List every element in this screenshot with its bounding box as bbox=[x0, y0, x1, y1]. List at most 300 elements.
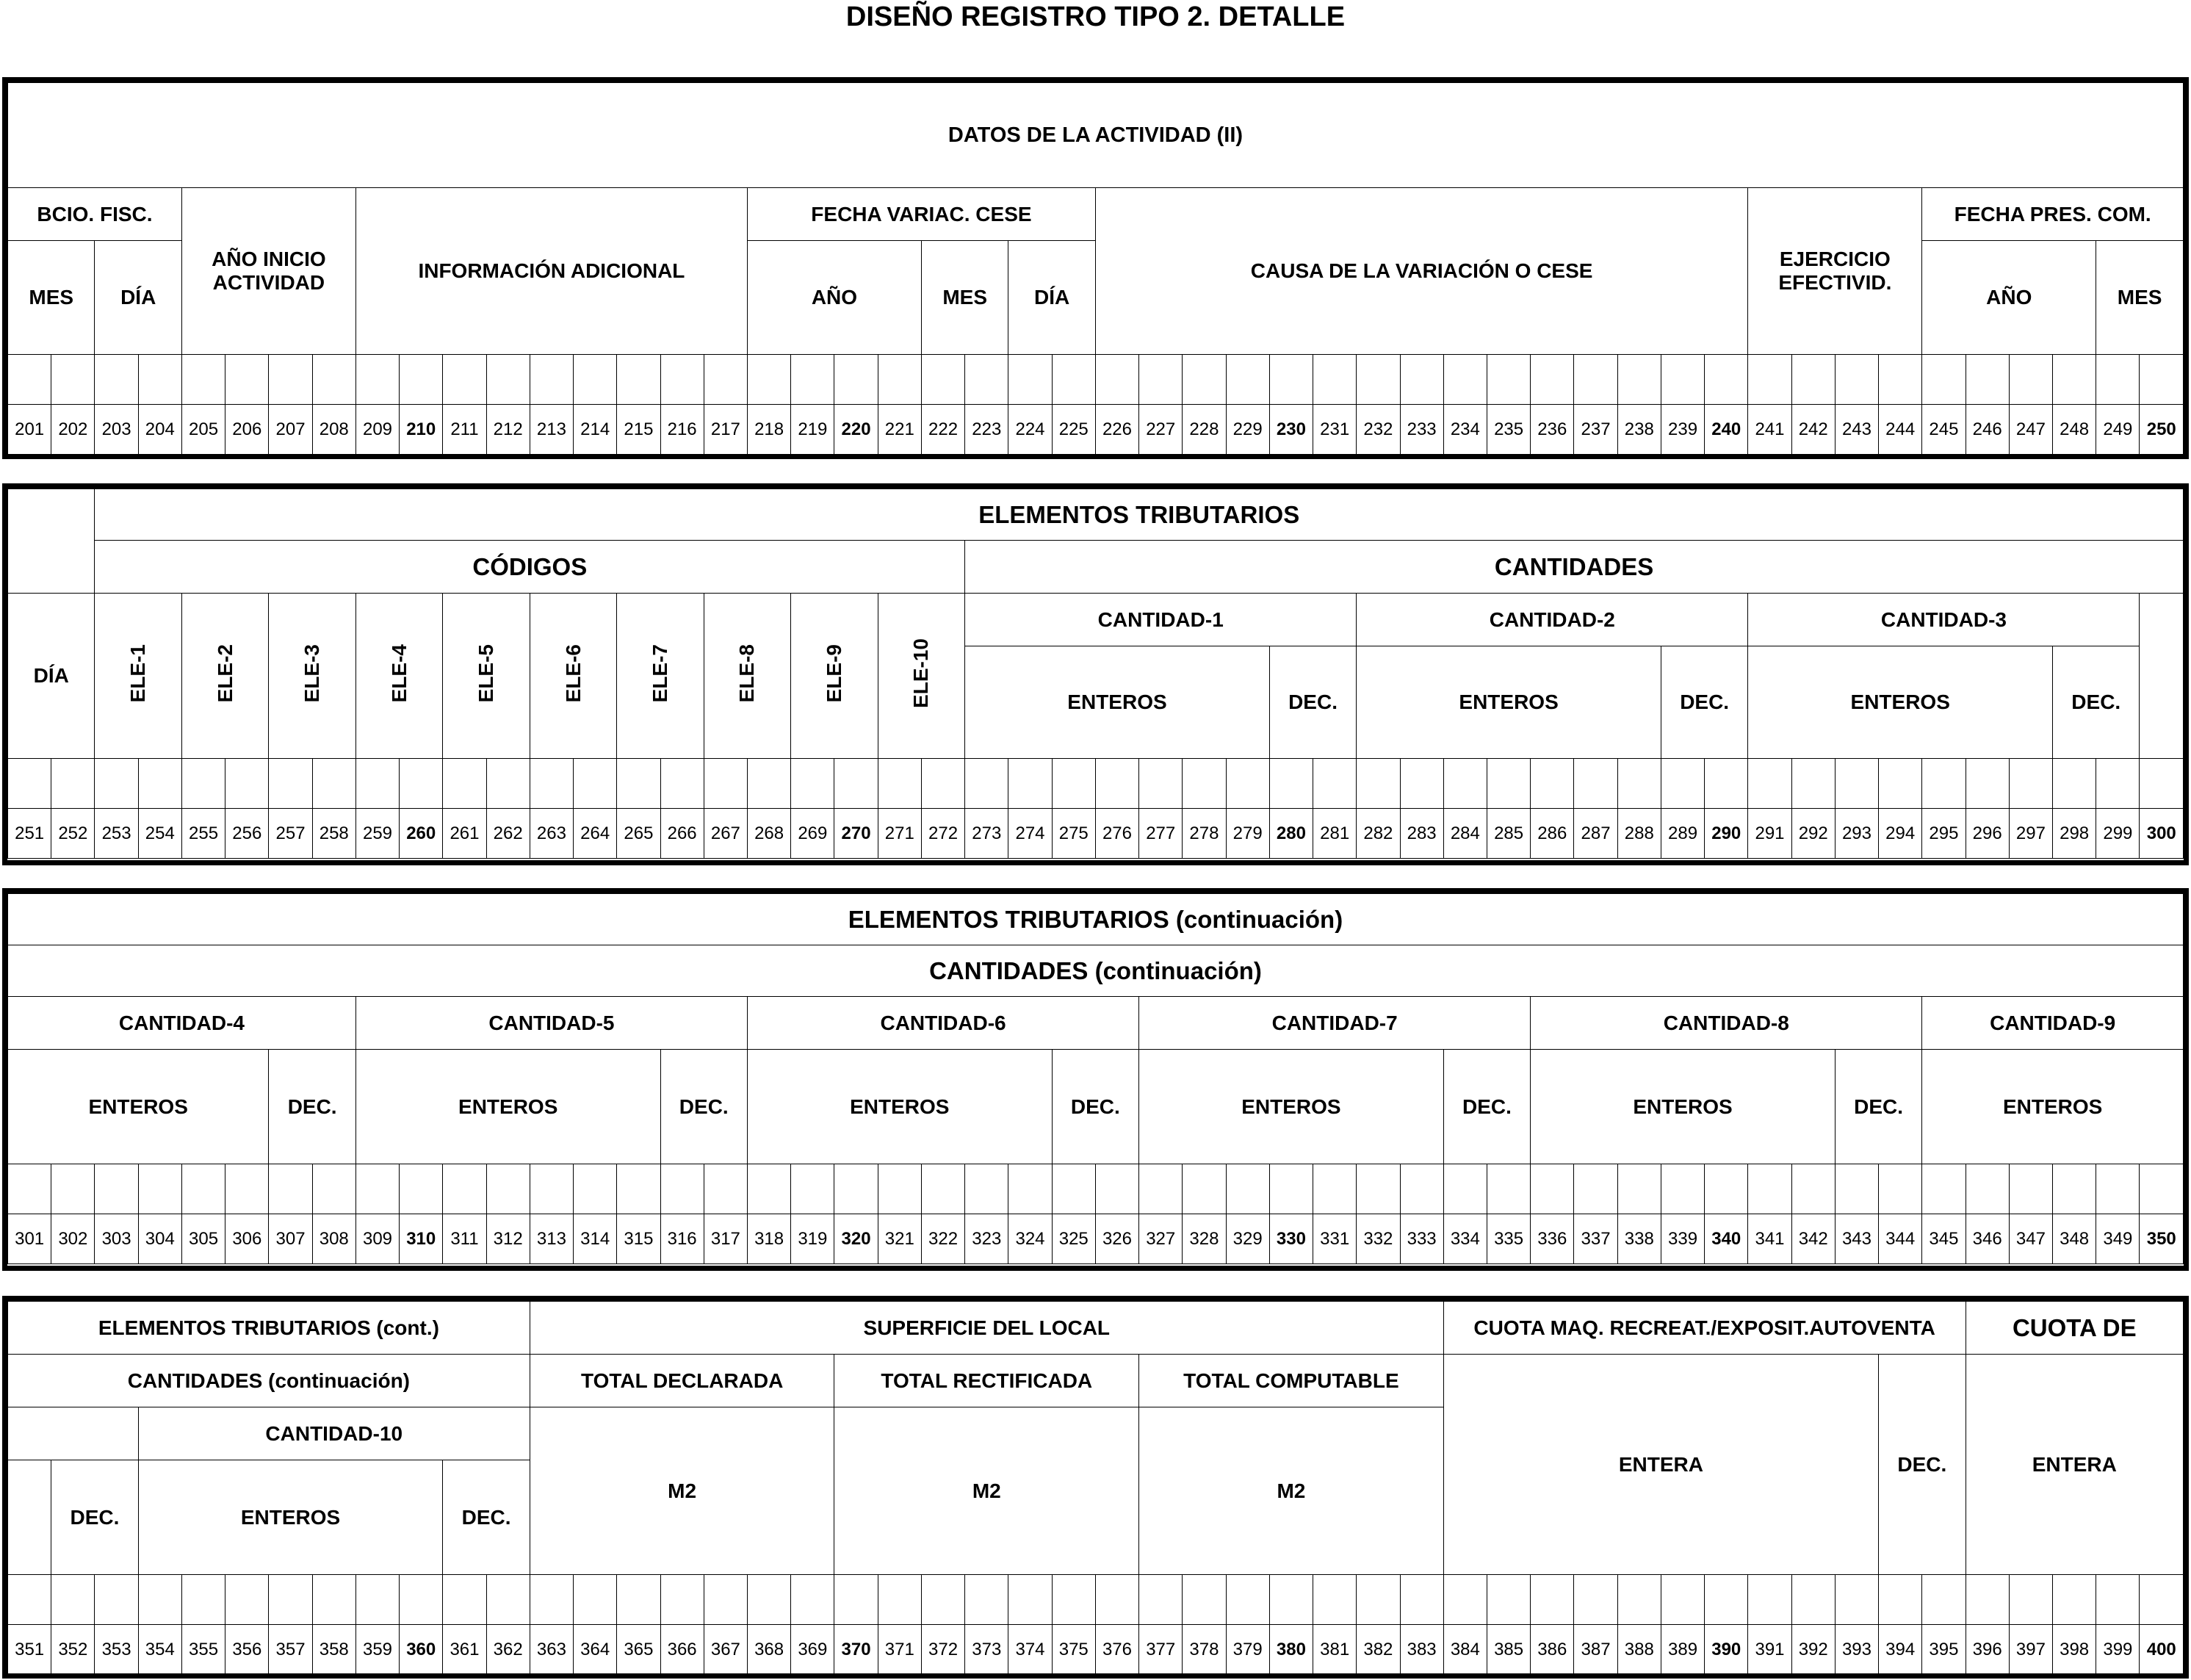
position-number: 388 bbox=[1617, 1625, 1661, 1675]
ele-5-header bbox=[443, 594, 530, 759]
position-number: 312 bbox=[486, 1214, 530, 1264]
position-number: 376 bbox=[1095, 1625, 1138, 1675]
table-datos-actividad bbox=[7, 82, 2184, 455]
position-number: 391 bbox=[1748, 1625, 1791, 1675]
position-number: 396 bbox=[1966, 1625, 2009, 1675]
entry-box bbox=[1531, 355, 1574, 405]
position-number: 233 bbox=[1400, 405, 1443, 455]
entry-box bbox=[574, 1164, 617, 1214]
entry-box bbox=[921, 1575, 964, 1625]
position-number: 221 bbox=[878, 405, 921, 455]
ele-4-header bbox=[355, 594, 442, 759]
entry-box bbox=[443, 1164, 486, 1214]
ele-label: ELE-10 bbox=[909, 638, 933, 708]
entry-box bbox=[1531, 1164, 1574, 1214]
enteros-header: ENTEROS bbox=[747, 1050, 1052, 1164]
entry-box bbox=[400, 1164, 443, 1214]
position-number: 345 bbox=[1922, 1214, 1966, 1264]
dec-header: DEC. bbox=[1661, 646, 1747, 759]
entry-box bbox=[312, 1164, 355, 1214]
entry-box bbox=[1226, 355, 1269, 405]
position-number: 327 bbox=[1139, 1214, 1183, 1264]
position-number: 279 bbox=[1226, 809, 1269, 859]
position-number: 323 bbox=[965, 1214, 1008, 1264]
rectificada-m2: M2 bbox=[834, 1407, 1139, 1575]
position-number: 306 bbox=[225, 1214, 269, 1264]
position-number: 244 bbox=[1879, 405, 1922, 455]
position-number: 259 bbox=[355, 809, 399, 859]
entry-box bbox=[138, 1164, 181, 1214]
entry-box bbox=[1400, 355, 1443, 405]
cantidad-7-header: CANTIDAD-7 bbox=[1139, 997, 1531, 1050]
position-number: 248 bbox=[2053, 405, 2096, 455]
entry-box bbox=[51, 759, 95, 809]
position-number: 298 bbox=[2053, 809, 2096, 859]
position-number: 349 bbox=[2096, 1214, 2140, 1264]
entry-box bbox=[2009, 1575, 2052, 1625]
entry-box bbox=[225, 355, 269, 405]
position-number: 258 bbox=[312, 809, 355, 859]
entry-box bbox=[791, 1575, 834, 1625]
entry-box bbox=[486, 1164, 530, 1214]
position-number: 213 bbox=[530, 405, 573, 455]
entry-box bbox=[1966, 759, 2009, 809]
position-number: 330 bbox=[1269, 1214, 1313, 1264]
entry-box bbox=[1487, 759, 1530, 809]
entry-box bbox=[2053, 355, 2096, 405]
position-number: 325 bbox=[1052, 1214, 1095, 1264]
entry-box bbox=[747, 1164, 790, 1214]
position-number: 289 bbox=[1661, 809, 1704, 859]
position-number: 263 bbox=[530, 809, 573, 859]
ele-label: ELE-7 bbox=[649, 643, 672, 703]
position-number: 276 bbox=[1095, 809, 1138, 859]
position-number: 313 bbox=[530, 1214, 573, 1264]
entry-box bbox=[181, 1575, 225, 1625]
entry-box bbox=[574, 1575, 617, 1625]
ele-6-header bbox=[530, 594, 616, 759]
entry-box bbox=[2009, 1164, 2052, 1214]
entry-box bbox=[2140, 355, 2184, 405]
ele-label: ELE-2 bbox=[213, 643, 237, 703]
entry-box bbox=[1269, 355, 1313, 405]
entry-box bbox=[878, 1164, 921, 1214]
position-number: 395 bbox=[1922, 1625, 1966, 1675]
position-number: 390 bbox=[1705, 1625, 1748, 1675]
position-number: 287 bbox=[1574, 809, 1617, 859]
position-number: 277 bbox=[1139, 809, 1183, 859]
entry-box bbox=[8, 1575, 51, 1625]
position-number: 250 bbox=[2140, 405, 2184, 455]
entry-box bbox=[1269, 1164, 1313, 1214]
entry-box bbox=[1966, 355, 2009, 405]
entry-box bbox=[747, 759, 790, 809]
position-number: 314 bbox=[574, 1214, 617, 1264]
cuota-de-entera: ENTERA bbox=[1966, 1355, 2183, 1575]
position-number: 249 bbox=[2096, 405, 2140, 455]
entry-box bbox=[1705, 1575, 1748, 1625]
pres-mes: MES bbox=[2096, 241, 2184, 355]
ele-label: ELE-8 bbox=[735, 643, 759, 703]
position-number: 336 bbox=[1531, 1214, 1574, 1264]
entry-box bbox=[269, 355, 312, 405]
position-number: 228 bbox=[1183, 405, 1226, 455]
entry-box bbox=[1052, 1164, 1095, 1214]
entry-box bbox=[2009, 759, 2052, 809]
position-number: 209 bbox=[355, 405, 399, 455]
position-number: 286 bbox=[1531, 809, 1574, 859]
position-number: 227 bbox=[1139, 405, 1183, 455]
entry-box bbox=[312, 759, 355, 809]
position-number: 373 bbox=[965, 1625, 1008, 1675]
entry-box bbox=[400, 1575, 443, 1625]
position-number: 337 bbox=[1574, 1214, 1617, 1264]
position-number: 280 bbox=[1269, 809, 1313, 859]
position-number: 343 bbox=[1835, 1214, 1878, 1264]
entry-box bbox=[1617, 355, 1661, 405]
cantidades-cont-header: CANTIDADES (continuación) bbox=[8, 1355, 530, 1407]
position-number: 375 bbox=[1052, 1625, 1095, 1675]
entry-box bbox=[1617, 759, 1661, 809]
position-number: 239 bbox=[1661, 405, 1704, 455]
position-number: 378 bbox=[1183, 1625, 1226, 1675]
position-number: 240 bbox=[1705, 405, 1748, 455]
position-number: 341 bbox=[1748, 1214, 1791, 1264]
position-number: 207 bbox=[269, 405, 312, 455]
entry-box bbox=[443, 1575, 486, 1625]
entry-box bbox=[617, 1164, 660, 1214]
position-number: 201 bbox=[8, 405, 51, 455]
position-number: 381 bbox=[1313, 1625, 1357, 1675]
position-number: 284 bbox=[1443, 809, 1487, 859]
entry-box bbox=[1183, 1575, 1226, 1625]
entry-box bbox=[138, 355, 181, 405]
position-number: 304 bbox=[138, 1214, 181, 1264]
entry-box bbox=[834, 1164, 878, 1214]
position-number: 300 bbox=[2140, 809, 2184, 859]
position-number: 364 bbox=[574, 1625, 617, 1675]
entry-box bbox=[400, 759, 443, 809]
dec-header: DEC. bbox=[1269, 646, 1356, 759]
position-number: 340 bbox=[1705, 1214, 1748, 1264]
entry-box bbox=[486, 1575, 530, 1625]
section-title: ELEMENTOS TRIBUTARIOS (continuación) bbox=[8, 894, 2184, 945]
position-number: 367 bbox=[704, 1625, 747, 1675]
cantidad-6-header: CANTIDAD-6 bbox=[747, 997, 1138, 1050]
position-number: 297 bbox=[2009, 809, 2052, 859]
entry-box bbox=[225, 1575, 269, 1625]
section-title: ELEMENTOS TRIBUTARIOS bbox=[95, 489, 2184, 541]
position-number: 305 bbox=[181, 1214, 225, 1264]
position-number: 290 bbox=[1705, 809, 1748, 859]
entry-box bbox=[921, 1164, 964, 1214]
entry-box bbox=[1052, 1575, 1095, 1625]
ano-inicio-header: AÑO INICIO ACTIVIDAD bbox=[181, 188, 355, 355]
entry-box bbox=[2053, 1575, 2096, 1625]
entry-box bbox=[1443, 759, 1487, 809]
entry-box bbox=[704, 1575, 747, 1625]
position-number: 352 bbox=[51, 1625, 95, 1675]
entry-box bbox=[95, 759, 138, 809]
position-number: 307 bbox=[269, 1214, 312, 1264]
entry-box bbox=[95, 1575, 138, 1625]
position-number: 231 bbox=[1313, 405, 1357, 455]
entry-box bbox=[1531, 759, 1574, 809]
position-number: 208 bbox=[312, 405, 355, 455]
entry-box bbox=[1835, 1575, 1878, 1625]
position-number: 399 bbox=[2096, 1625, 2140, 1675]
position-number: 319 bbox=[791, 1214, 834, 1264]
position-number: 232 bbox=[1357, 405, 1400, 455]
position-number: 301 bbox=[8, 1214, 51, 1264]
entry-box bbox=[1617, 1575, 1661, 1625]
block-elementos-tributarios bbox=[2, 483, 2189, 865]
position-number: 357 bbox=[269, 1625, 312, 1675]
position-number: 291 bbox=[1748, 809, 1791, 859]
position-number: 294 bbox=[1879, 809, 1922, 859]
entry-box bbox=[400, 355, 443, 405]
ele-label: ELE-3 bbox=[300, 643, 324, 703]
subsection-title: CANTIDADES (continuación) bbox=[8, 945, 2184, 997]
ele-label: ELE-4 bbox=[387, 643, 411, 703]
position-number: 389 bbox=[1661, 1625, 1704, 1675]
entry-box bbox=[834, 759, 878, 809]
cantidad-10-header: CANTIDAD-10 bbox=[138, 1407, 530, 1460]
entry-box bbox=[1791, 1164, 1835, 1214]
position-number: 320 bbox=[834, 1214, 878, 1264]
causa-header: CAUSA DE LA VARIACIÓN O CESE bbox=[1095, 188, 1748, 355]
position-number: 353 bbox=[95, 1625, 138, 1675]
ele-2-header bbox=[181, 594, 268, 759]
entry-box bbox=[1835, 355, 1878, 405]
position-number: 315 bbox=[617, 1214, 660, 1264]
entry-box bbox=[225, 759, 269, 809]
entry-box bbox=[834, 1575, 878, 1625]
position-number: 398 bbox=[2053, 1625, 2096, 1675]
entry-box bbox=[1313, 759, 1357, 809]
entry-box bbox=[834, 355, 878, 405]
position-number: 400 bbox=[2140, 1625, 2184, 1675]
position-number: 206 bbox=[225, 405, 269, 455]
entry-box bbox=[1443, 1575, 1487, 1625]
position-number: 347 bbox=[2009, 1214, 2052, 1264]
position-number: 261 bbox=[443, 809, 486, 859]
entry-box bbox=[181, 1164, 225, 1214]
position-number: 394 bbox=[1879, 1625, 1922, 1675]
bcio-mes: MES bbox=[8, 241, 95, 355]
entry-box bbox=[617, 759, 660, 809]
position-number: 318 bbox=[747, 1214, 790, 1264]
entry-box bbox=[965, 1575, 1008, 1625]
entry-box bbox=[1139, 355, 1183, 405]
position-number: 238 bbox=[1617, 405, 1661, 455]
dec-header: DEC. bbox=[443, 1460, 530, 1575]
pres-ano: AÑO bbox=[1922, 241, 2096, 355]
position-number: 362 bbox=[486, 1625, 530, 1675]
entry-box bbox=[225, 1164, 269, 1214]
position-number: 309 bbox=[355, 1214, 399, 1264]
entry-box bbox=[1879, 759, 1922, 809]
position-number: 247 bbox=[2009, 405, 2052, 455]
entry-box bbox=[1095, 1575, 1138, 1625]
entry-box bbox=[1531, 1575, 1574, 1625]
position-number: 303 bbox=[95, 1214, 138, 1264]
entry-box bbox=[1095, 1164, 1138, 1214]
entry-box bbox=[1705, 759, 1748, 809]
dec-header: DEC. bbox=[51, 1460, 138, 1575]
entry-box bbox=[704, 355, 747, 405]
entry-box bbox=[355, 1164, 399, 1214]
position-number: 338 bbox=[1617, 1214, 1661, 1264]
enteros-header: ENTEROS bbox=[1357, 646, 1661, 759]
entry-box bbox=[965, 1164, 1008, 1214]
position-number: 331 bbox=[1313, 1214, 1357, 1264]
cantidad-5-header: CANTIDAD-5 bbox=[355, 997, 747, 1050]
position-number: 354 bbox=[138, 1625, 181, 1675]
superficie-header: SUPERFICIE DEL LOCAL bbox=[530, 1302, 1443, 1355]
position-number: 241 bbox=[1748, 405, 1791, 455]
entry-box bbox=[1574, 759, 1617, 809]
entry-box bbox=[1748, 1575, 1791, 1625]
entry-box bbox=[1705, 1164, 1748, 1214]
cantidad-2-header: CANTIDAD-2 bbox=[1357, 594, 1748, 646]
computable-m2: M2 bbox=[1139, 1407, 1444, 1575]
cuota-maq-header: CUOTA MAQ. RECREAT./EXPOSIT.AUTOVENTA bbox=[1443, 1302, 1966, 1355]
position-number: 234 bbox=[1443, 405, 1487, 455]
entry-box bbox=[791, 759, 834, 809]
ele-3-header bbox=[269, 594, 355, 759]
cantidad-3-header: CANTIDAD-3 bbox=[1748, 594, 2140, 646]
entry-box bbox=[355, 759, 399, 809]
position-number: 356 bbox=[225, 1625, 269, 1675]
position-number: 382 bbox=[1357, 1625, 1400, 1675]
cantidad-9-header: CANTIDAD-9 bbox=[1922, 997, 2184, 1050]
cuota-maq-entera: ENTERA bbox=[1443, 1355, 1878, 1575]
entry-box bbox=[574, 355, 617, 405]
entry-box bbox=[921, 355, 964, 405]
entry-box bbox=[704, 759, 747, 809]
position-number: 224 bbox=[1008, 405, 1052, 455]
position-number: 392 bbox=[1791, 1625, 1835, 1675]
entry-box bbox=[486, 759, 530, 809]
entry-box bbox=[1879, 355, 1922, 405]
entry-box bbox=[1139, 1575, 1183, 1625]
bcio-dia: DÍA bbox=[95, 241, 181, 355]
entry-box bbox=[312, 355, 355, 405]
entry-box bbox=[138, 1575, 181, 1625]
position-number: 256 bbox=[225, 809, 269, 859]
position-number: 363 bbox=[530, 1625, 573, 1675]
position-number: 295 bbox=[1922, 809, 1966, 859]
entry-box bbox=[530, 1575, 573, 1625]
entry-box bbox=[1226, 759, 1269, 809]
entry-box bbox=[878, 759, 921, 809]
position-number: 296 bbox=[1966, 809, 2009, 859]
ele-10-header bbox=[878, 594, 964, 759]
entry-box bbox=[8, 759, 51, 809]
position-number: 310 bbox=[400, 1214, 443, 1264]
entry-box bbox=[1226, 1164, 1269, 1214]
variac-dia: DÍA bbox=[1008, 241, 1095, 355]
entry-box bbox=[1313, 1575, 1357, 1625]
enteros-header: ENTEROS bbox=[1922, 1050, 2184, 1164]
entry-box bbox=[1183, 1164, 1226, 1214]
position-number: 393 bbox=[1835, 1625, 1878, 1675]
position-number: 273 bbox=[965, 809, 1008, 859]
position-number: 242 bbox=[1791, 405, 1835, 455]
enteros-header: ENTEROS bbox=[8, 1050, 269, 1164]
entry-box bbox=[1922, 1164, 1966, 1214]
position-number: 360 bbox=[400, 1625, 443, 1675]
ele-1-header bbox=[95, 594, 181, 759]
entry-box bbox=[1487, 355, 1530, 405]
entry-box bbox=[2053, 1164, 2096, 1214]
entry-box bbox=[95, 1164, 138, 1214]
variac-ano: AÑO bbox=[747, 241, 921, 355]
entry-box bbox=[2140, 759, 2184, 809]
entry-box bbox=[1661, 1575, 1704, 1625]
total-declarada-header: TOTAL DECLARADA bbox=[530, 1355, 834, 1407]
entry-box bbox=[574, 759, 617, 809]
entry-box bbox=[1443, 355, 1487, 405]
position-number: 274 bbox=[1008, 809, 1052, 859]
position-number: 329 bbox=[1226, 1214, 1269, 1264]
position-number: 385 bbox=[1487, 1625, 1530, 1675]
position-number: 368 bbox=[747, 1625, 790, 1675]
ele-label: ELE-9 bbox=[822, 643, 845, 703]
dec-header: DEC. bbox=[660, 1050, 747, 1164]
position-number: 358 bbox=[312, 1625, 355, 1675]
enteros-header: ENTEROS bbox=[1748, 646, 2053, 759]
position-number: 255 bbox=[181, 809, 225, 859]
position-number: 271 bbox=[878, 809, 921, 859]
entry-box bbox=[51, 355, 95, 405]
variac-mes: MES bbox=[921, 241, 1008, 355]
entry-box bbox=[51, 1575, 95, 1625]
cantidades-header: CANTIDADES bbox=[965, 541, 2184, 594]
dia-header: DÍA bbox=[8, 594, 95, 759]
enteros-header: ENTEROS bbox=[965, 646, 1270, 759]
table-elementos-tributarios bbox=[7, 489, 2184, 859]
ejercicio-header: EJERCICIO EFECTIVID. bbox=[1748, 188, 1922, 355]
entry-box bbox=[1357, 355, 1400, 405]
position-number: 335 bbox=[1487, 1214, 1530, 1264]
dec-header: DEC. bbox=[2053, 646, 2140, 759]
entry-box bbox=[1487, 1164, 1530, 1214]
entry-box bbox=[530, 355, 573, 405]
entry-box bbox=[2009, 355, 2052, 405]
position-number: 272 bbox=[921, 809, 964, 859]
position-number: 252 bbox=[51, 809, 95, 859]
position-number: 322 bbox=[921, 1214, 964, 1264]
entry-box bbox=[1357, 1575, 1400, 1625]
dec-header: DEC. bbox=[1052, 1050, 1138, 1164]
position-number: 302 bbox=[51, 1214, 95, 1264]
entry-box bbox=[1313, 1164, 1357, 1214]
entry-box bbox=[1922, 759, 1966, 809]
position-number: 383 bbox=[1400, 1625, 1443, 1675]
position-number: 210 bbox=[400, 405, 443, 455]
entry-box bbox=[312, 1575, 355, 1625]
position-number: 214 bbox=[574, 405, 617, 455]
entry-box bbox=[660, 355, 704, 405]
position-number: 285 bbox=[1487, 809, 1530, 859]
entry-box bbox=[8, 1164, 51, 1214]
entry-box bbox=[1008, 1164, 1052, 1214]
position-number: 339 bbox=[1661, 1214, 1704, 1264]
codigos-header: CÓDIGOS bbox=[95, 541, 965, 594]
entry-box bbox=[51, 1164, 95, 1214]
